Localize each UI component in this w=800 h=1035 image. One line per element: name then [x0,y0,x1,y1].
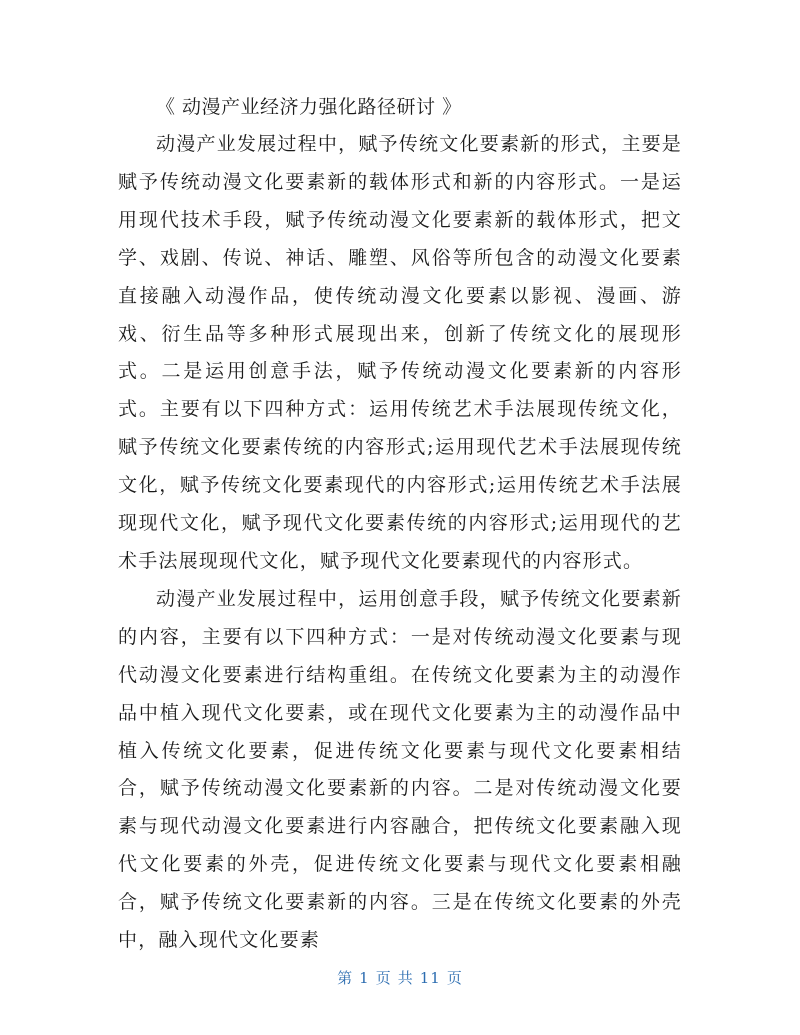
current-page-number: 1 [359,969,370,987]
paragraph-1: 动漫产业发展过程中，赋予传统文化要素新的形式，主要是赋予传统动漫文化要素新的载体形式和新的内容形式。一是运用现代技术手段，赋予传统动漫文化要素新的载体形式，把文学、戏剧、传说、神话、雕塑、风俗等所包含的动漫文化要素直接融入动漫作品，使传统动漫文化要素以影视、漫画、游戏、衍生品等多种形式展现出来，创新了传统文化的展现形式。二是运用创意手法，赋予传统动漫文化要素新的内容形式。主要有以下四种方式：运用传统艺术手法展现传统文化，赋予传统文化要素传统的内容形式;运用现代艺术手法展现传统文化，赋予传统文化要素现代的内容形式;运用传统艺术手法展现现代文化，赋予现代文化要素传统的内容形式;运用现代的艺术手法展现现代文化，赋予现代文化要素现代的内容形式。 [118,133,682,572]
footer-page-label: 页 [375,969,392,987]
document-title: 《 动漫产业经济力强化路径研讨 》 [156,96,462,118]
footer-total-label: 共 [397,969,414,987]
footer-suffix: 页 [446,969,463,987]
total-page-count: 11 [419,969,441,987]
page-number-footer [0,967,800,988]
footer-prefix: 第 [337,969,354,987]
paragraph-2: 动漫产业发展过程中，运用创意手段，赋予传统文化要素新的内容，主要有以下四种方式：一是对传统动漫文化要素与现代动漫文化要素进行结构重组。在传统文化要素为主的动漫作品中植入现代文化要素，或在现代文化要素为主的动漫作品中植入传统文化要素，促进传统文化要素与现代文化要素相结合，赋予传统动漫文化要素新的内容。二是对传统动漫文化要素与现代动漫文化要素进行内容融合，把传统文化要素融入现代文化要素的外壳，促进传统文化要素与现代文化要素相融合，赋予传统文化要素新的内容。三是在传统文化要素的外壳中，融入现代文化要素 [118,587,682,952]
document-body [118,90,682,960]
